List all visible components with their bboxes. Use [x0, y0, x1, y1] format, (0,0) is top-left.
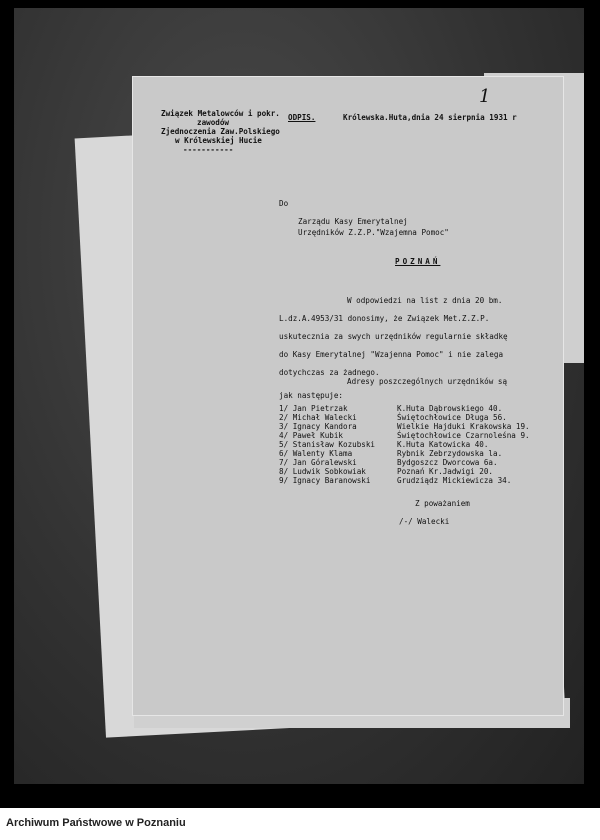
employee-name: 1/ Jan Pietrzak [279, 404, 348, 413]
copy-label: ODPIS. [288, 113, 316, 122]
body-line: do Kasy Emerytalnej "Wzajenna Pomoc" i nie zalega [279, 350, 504, 359]
list-item [279, 422, 584, 431]
archive-name: Archiwum Państwowe w Poznaniu [6, 817, 186, 829]
body-line: W odpowiedzi na list z dnia 20 bm. [347, 296, 503, 305]
body-line: dotychczas za żadnego. [279, 368, 380, 377]
archive-footer [0, 808, 600, 840]
employee-name: 6/ Walenty Klama [279, 449, 353, 458]
list-item [279, 467, 584, 476]
list-item [279, 431, 584, 440]
addressee-line: Urzędników Z.Z.P."Wzajemna Pomoc" [298, 228, 449, 237]
body-line: jak następuje: [279, 391, 344, 400]
employee-name: 3/ Ignacy Kandora [279, 422, 357, 431]
list-item [279, 449, 584, 458]
list-item [279, 440, 584, 449]
body-line: L.dz.A.4953/31 donosimy, że Związek Met.Z.Z.P. [279, 314, 490, 323]
sender-block [161, 109, 280, 154]
employee-list [279, 404, 584, 494]
employee-address: Świętochłowice Czarnoleśna 9. [397, 431, 530, 440]
employee-name: 2/ Michał Walecki [279, 413, 357, 422]
sender-line: Związek Metalowców i pokr. [161, 109, 280, 118]
page-number: 1 [479, 86, 491, 107]
signature: /-/ Walecki [399, 517, 450, 526]
employee-address: Bydgoszcz Dworcowa 6a. [397, 458, 498, 467]
employee-name: 5/ Stanisław Kozubski [279, 440, 376, 449]
sender-line: w Królewskiej Hucie [175, 136, 262, 145]
employee-address: Grudziądz Mickiewicza 34. [397, 476, 512, 485]
body-line: Adresy poszczególnych urzędników są [347, 377, 508, 386]
employee-address: K.Huta Dąbrowskiego 40. [397, 404, 503, 413]
employee-address: Wielkie Hajduki Krakowska 19. [397, 422, 530, 431]
to-label: Do [279, 199, 289, 208]
employee-name: 7/ Jan Góralewski [279, 458, 357, 467]
body-line: uskutecznia za swych urzędników regularnie składkę [279, 332, 508, 341]
scan-background [14, 8, 584, 784]
list-item [279, 404, 584, 413]
employee-address: Rybnik Zebrzydowska la. [397, 449, 503, 458]
employee-name: 4/ Paweł Kubik [279, 431, 344, 440]
list-item [279, 413, 584, 422]
place-date: Królewska.Huta,dnia 24 sierpnia 1931 r [343, 113, 517, 122]
closing: Z poważaniem [415, 499, 470, 508]
employee-name: 9/ Ignacy Baranowski [279, 476, 371, 485]
employee-address: Świętochłowice Długa 56. [397, 413, 507, 422]
sender-line: ----------- [183, 145, 234, 154]
letter-page [132, 76, 564, 716]
addressee-city: POZNAŃ [395, 257, 441, 266]
employee-address: Poznań Kr.Jadwigi 20. [397, 467, 494, 476]
employee-name: 8/ Ludwik Sobkowiak [279, 467, 366, 476]
employee-address: K.Huta Katowicka 40. [397, 440, 489, 449]
sender-line: zawodów [197, 118, 230, 127]
sender-line: Zjednoczenia Zaw.Polskiego [161, 127, 280, 136]
addressee-line: Zarządu Kasy Emerytalnej [298, 217, 408, 226]
list-item [279, 476, 584, 485]
list-item [279, 458, 584, 467]
